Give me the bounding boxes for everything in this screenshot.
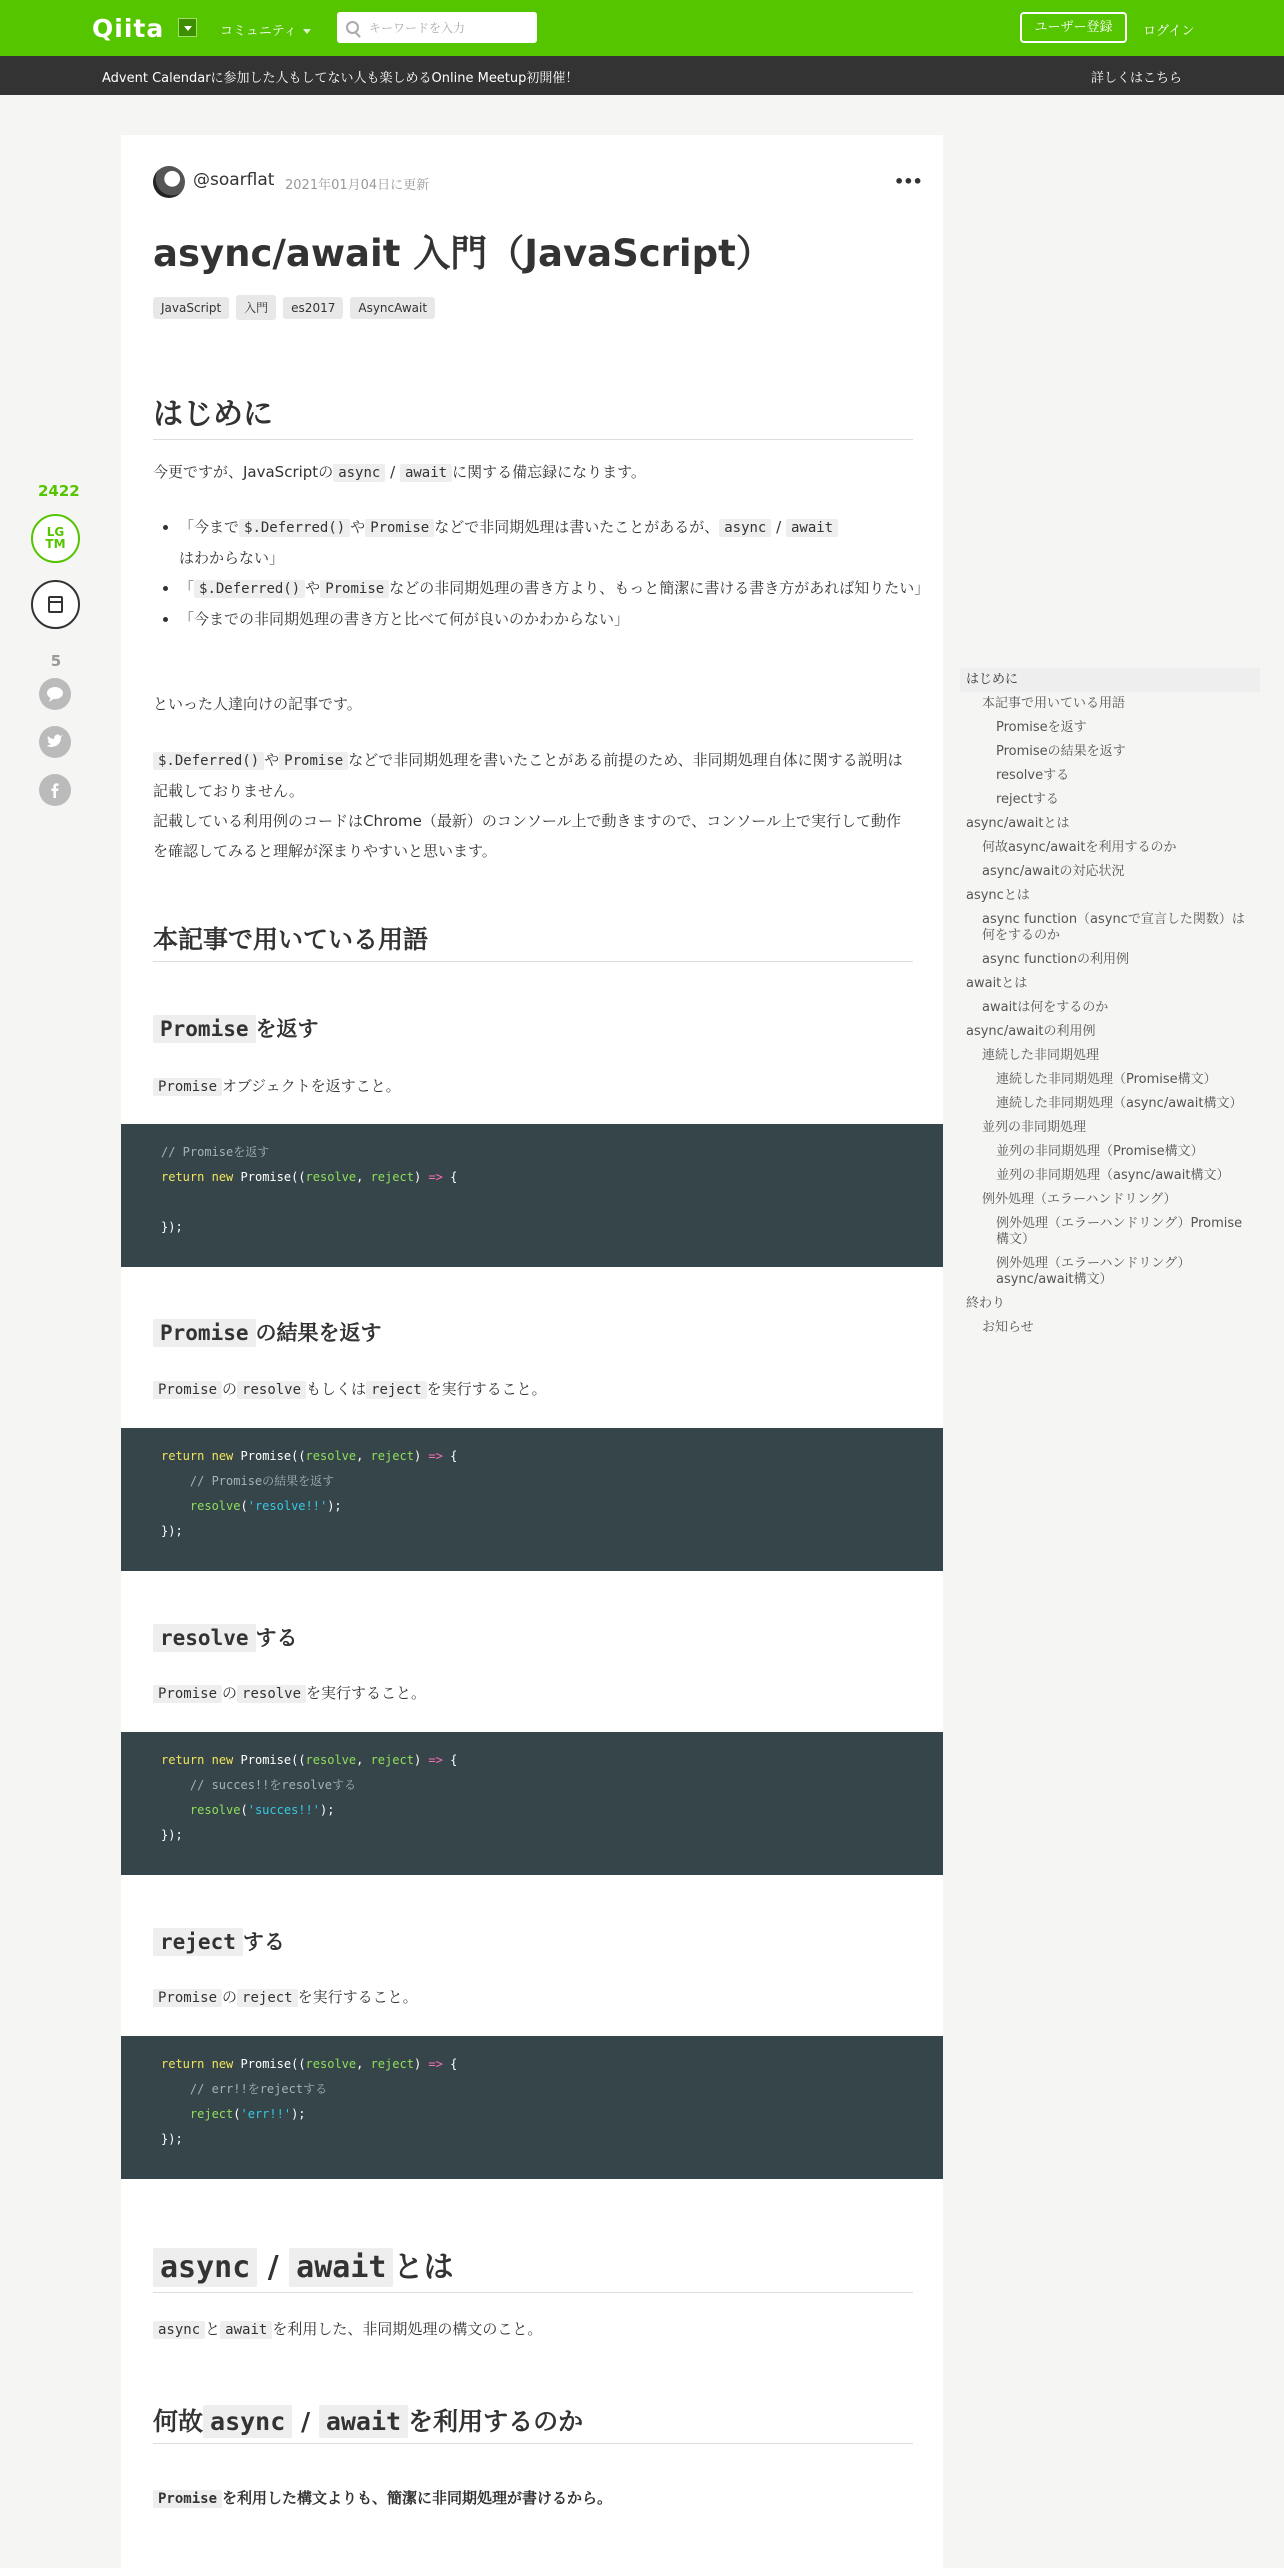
signup-button[interactable]: ユーザー登録 [1020, 12, 1127, 43]
text: / [292, 2407, 319, 2436]
banner-more-link[interactable]: 詳しくはこちら [1091, 71, 1183, 86]
prerequisite-paragraph [153, 745, 913, 866]
heading-reject [153, 1926, 913, 1956]
code-text: { [442, 1753, 458, 1767]
text: に関する備忘録になります。 [452, 463, 646, 481]
inline-code: Promise [153, 2490, 222, 2508]
code-call: resolve [189, 1499, 241, 1513]
inline-code: resolve [237, 1685, 306, 1703]
tag[interactable]: 入門 [236, 295, 276, 320]
inline-code: $.Deferred() [153, 752, 264, 770]
toc-item[interactable]: async/awaitとは [966, 816, 1070, 831]
stock-button[interactable] [31, 580, 80, 629]
toc-item[interactable]: awaitは何をするのか [982, 1000, 1109, 1015]
code-keyword: return [161, 1170, 205, 1184]
code-text: , [356, 2057, 371, 2071]
inline-code: Promise [153, 1015, 256, 1043]
code-text: , [356, 1753, 371, 1767]
text: を実行すること。 [306, 1684, 427, 1702]
inline-code: await [400, 464, 452, 482]
code-string: 'err!!' [240, 2107, 292, 2121]
toc-item[interactable]: 例外処理（エラーハンドリング）async/await構文） [996, 1256, 1191, 1287]
code-comment: // succes!!をresolveする [189, 1778, 356, 1792]
inline-code: reject [366, 1381, 427, 1399]
toc-item[interactable]: resolveする [996, 768, 1070, 783]
resolve-paragraph [153, 1678, 913, 1709]
toc-item[interactable]: はじめに [960, 668, 1260, 692]
text: や [305, 579, 321, 597]
inline-code: Promise [153, 1381, 222, 1399]
code-operator: => [428, 1753, 443, 1767]
code-arg: resolve [305, 2057, 357, 2071]
code-operator: => [428, 1170, 443, 1184]
text: を実行すること。 [297, 1988, 418, 2006]
text: オブジェクトを返すこと。 [222, 1077, 401, 1095]
code-keyword: return [161, 1449, 205, 1463]
heading-terms: 本記事で用いている用語 [153, 920, 913, 962]
search-box[interactable] [337, 12, 537, 43]
inline-code: $.Deferred() [194, 580, 305, 598]
toc-item[interactable]: 連続した非同期処理（async/await構文） [996, 1096, 1243, 1111]
code-keyword: new [211, 2057, 234, 2071]
code-keyword: new [211, 1753, 234, 1767]
toc-item[interactable]: awaitとは [966, 976, 1028, 991]
inline-code: async [719, 519, 771, 537]
target-paragraph: といった人達向けの記事です。 [153, 695, 362, 713]
text: の [222, 1380, 238, 1398]
search-input[interactable] [367, 18, 531, 38]
code-text: }); [161, 1828, 183, 1842]
code-text: { [442, 1170, 458, 1184]
table-of-contents [960, 668, 1260, 1340]
code-keyword: new [211, 1449, 234, 1463]
code-keyword: return [161, 1753, 205, 1767]
inline-code: async [153, 2321, 205, 2339]
inline-code: $.Deferred() [239, 519, 350, 537]
inline-code: Promise [365, 519, 434, 537]
toc-item[interactable]: 連続した非同期処理（Promise構文） [996, 1072, 1217, 1087]
tag[interactable]: AsyncAwait [350, 297, 435, 319]
toc-item[interactable]: async function（asyncで宣言した関数）は何をするのか [982, 912, 1245, 943]
why-paragraph [153, 2483, 913, 2514]
inline-code: Promise [320, 580, 389, 598]
inline-code: resolve [237, 1381, 306, 1399]
search-icon [346, 21, 359, 34]
heading-why [153, 2402, 913, 2444]
heading-promise-result [153, 1317, 913, 1347]
toc-item[interactable]: asyncとは [966, 888, 1030, 903]
text: の [222, 1988, 238, 2006]
code-text: ); [291, 2107, 306, 2121]
code-comment: // Promiseの結果を返す [189, 1474, 335, 1488]
inline-code: Promise [153, 1078, 222, 1096]
avatar[interactable] [153, 166, 185, 198]
code-arg: reject [370, 2057, 414, 2071]
inline-code: await [319, 2405, 408, 2438]
text: はわからない」 [179, 549, 285, 567]
inline-code: reject [153, 1928, 243, 1956]
code-keyword: return [161, 2057, 205, 2071]
tag[interactable]: es2017 [283, 297, 343, 319]
code-text: ); [319, 1803, 335, 1817]
reject-paragraph [153, 1982, 913, 2013]
text: などで非同期処理は書いたことがあるが、 [434, 518, 720, 536]
text: する [242, 1930, 285, 1954]
list-item: • 「今までの非同期処理の書き方と比べて何が良いのかわからない」 [179, 604, 939, 634]
inline-code: async [153, 2248, 257, 2287]
intro-paragraph [153, 457, 913, 488]
code-block [121, 1124, 943, 1267]
comment-count: 5 [50, 652, 62, 670]
heading-async-await [153, 2242, 913, 2293]
inline-code: Promise [153, 1685, 222, 1703]
code-text: Promise(( [240, 1753, 306, 1767]
code-text: Promise(( [240, 1170, 306, 1184]
code-text: { [442, 2057, 458, 2071]
article-title: async/await 入門（JavaScript） [153, 232, 773, 275]
toc-item[interactable]: 並列の非同期処理（Promise構文） [996, 1144, 1204, 1159]
code-text: }); [161, 1524, 183, 1538]
intro-list [153, 512, 939, 634]
text: を実行すること。 [426, 1380, 547, 1398]
inline-code: Promise [153, 1989, 222, 2007]
login-link[interactable]: ログイン [1143, 24, 1195, 39]
code-call: reject [189, 2107, 234, 2121]
inline-code: reject [237, 1989, 298, 2007]
text: 「今まで [179, 518, 240, 536]
toc-item[interactable]: 本記事で用いている用語 [982, 696, 1126, 711]
code-keyword: new [211, 1170, 234, 1184]
text: 「 [179, 579, 195, 597]
code-operator: => [428, 2057, 443, 2071]
code-text: { [442, 1449, 458, 1463]
inline-code: async [203, 2405, 292, 2438]
caret-down-icon [303, 29, 311, 34]
toc-item[interactable]: rejectする [996, 792, 1059, 807]
text: の結果を返す [255, 1321, 382, 1345]
heading-resolve [153, 1622, 913, 1652]
code-arg: reject [370, 1449, 414, 1463]
code-arg: reject [370, 1753, 414, 1767]
heading-intro: はじめに [153, 389, 913, 440]
inline-code: await [786, 519, 838, 537]
text: 何故 [153, 2407, 204, 2436]
result-paragraph [153, 1374, 913, 1405]
tag[interactable]: JavaScript [153, 297, 229, 319]
lgtm-button[interactable] [31, 514, 80, 563]
text: を返す [255, 1017, 319, 1041]
toc-item[interactable]: Promiseの結果を返す [996, 744, 1126, 759]
text: や [350, 518, 366, 536]
toc-item[interactable]: 並列の非同期処理（async/await構文） [996, 1168, 1230, 1183]
inline-code: await [289, 2248, 393, 2287]
code-block: return new Promise((resolve, reject) => { // succes!!をresolveする resolve('succes!!'); }); [121, 1732, 943, 1875]
inline-code: Promise [153, 1319, 256, 1347]
code-arg: resolve [305, 1449, 357, 1463]
code-text: ); [327, 1499, 342, 1513]
code-comment: // err!!をrejectする [189, 2082, 328, 2096]
toc-item[interactable]: 連続した非同期処理 [982, 1048, 1100, 1063]
global-header [0, 0, 1284, 56]
announcement-banner [0, 56, 1284, 95]
article-card [121, 135, 943, 2568]
code-string: 'resolve!!' [247, 1499, 328, 1513]
text: を利用した構文よりも、簡潔に非同期処理が書けるから。 [222, 2489, 613, 2507]
list-item [179, 512, 939, 573]
code-block: return new Promise((resolve, reject) => { // err!!をrejectする reject('err!!'); }); [121, 2036, 943, 2179]
text: と [205, 2320, 221, 2338]
code-arg: reject [370, 1170, 414, 1184]
updated-date: 2021年01月04日に更新 [285, 178, 430, 193]
text: 記載している利用例のコードはChrome（最新）のコンソール上で動きますので、コンソール上で実行して動作を確認してみると理解が深まりやすいと思います。 [153, 812, 901, 860]
text: の [222, 1684, 238, 1702]
text: / [257, 2250, 290, 2285]
code-text: , [356, 1170, 371, 1184]
text: を利用するのか [408, 2407, 584, 2436]
toc-item[interactable]: Promiseを返す [996, 720, 1087, 735]
toc-item[interactable]: お知らせ [982, 1320, 1034, 1335]
text: などで非同期処理を書いたことがある前提のため、非同期処理自体に関する説明は記載しておりません。 [153, 751, 903, 800]
toc-item[interactable]: async/awaitの利用例 [966, 1024, 1096, 1039]
text: や [264, 751, 280, 769]
toc-item[interactable]: 何故async/awaitを利用するのか [982, 840, 1177, 855]
toc-item[interactable]: 終わり [966, 1296, 1006, 1311]
code-string: 'succes!!' [247, 1803, 320, 1817]
code-comment: // Promiseを返す [161, 1145, 270, 1159]
async-await-paragraph [153, 2314, 913, 2345]
code-operator: => [428, 1449, 443, 1463]
text: / [771, 518, 786, 536]
community-menu[interactable] [220, 20, 311, 39]
toc-item[interactable]: 並列の非同期処理 [982, 1120, 1087, 1135]
logo-dropdown-icon[interactable] [178, 18, 197, 37]
comment-icon[interactable] [39, 678, 71, 710]
code-text: ) [413, 1170, 429, 1184]
inline-code: resolve [153, 1624, 256, 1652]
code-call: resolve [189, 1803, 241, 1817]
code-arg: resolve [305, 1170, 357, 1184]
code-text: Promise(( [240, 1449, 306, 1463]
code-text: Promise(( [240, 2057, 306, 2071]
text: などの非同期処理の書き方より、もっと簡潔に書ける書き方があれば知りたい」 [389, 579, 930, 597]
toc-item[interactable]: 例外処理（エラーハンドリング） [982, 1192, 1177, 1207]
code-text: ) [413, 1449, 429, 1463]
code-text: , [356, 1449, 371, 1463]
code-text: ) [413, 1753, 429, 1767]
text: を利用した、非同期処理の構文のこと。 [272, 2320, 543, 2338]
facebook-icon[interactable] [39, 774, 71, 806]
lgtm-label-bottom: TM [45, 537, 66, 551]
text: / [385, 463, 400, 481]
code-text: }); [161, 1220, 183, 1234]
code-text: }); [161, 2132, 183, 2146]
code-block: return new Promise((resolve, reject) => { // Promiseの結果を返す resolve('resolve!!'); }); [121, 1428, 943, 1571]
heading-return-promise [153, 1013, 913, 1043]
toc-item[interactable]: 例外処理（エラーハンドリング）Promise構文） [996, 1216, 1243, 1247]
code-text: ) [413, 2057, 429, 2071]
lgtm-label-top: LG [46, 525, 65, 539]
stock-icon [48, 596, 63, 613]
text: 今更ですが、JavaScriptの [153, 463, 334, 481]
inline-code: Promise [279, 752, 348, 770]
author-name[interactable]: @soarflat [193, 170, 275, 190]
qiita-logo[interactable]: Qiita [92, 14, 165, 43]
twitter-icon[interactable] [39, 726, 71, 758]
text: とは [393, 2250, 454, 2285]
tag-list [153, 295, 442, 320]
text: もしくは [306, 1380, 367, 1398]
toc-item[interactable]: async functionの利用例 [982, 952, 1130, 967]
code-arg: resolve [305, 1753, 357, 1767]
text: する [255, 1626, 298, 1650]
banner-message: Advent Calendarに参加した人もしてない人も楽しめるOnline Meetup初開催！ [102, 71, 579, 86]
community-label: コミュニティ [220, 24, 297, 39]
more-icon[interactable]: ••• [894, 172, 922, 191]
return-paragraph [153, 1071, 913, 1102]
inline-code: async [333, 464, 385, 482]
toc-item[interactable]: async/awaitの対応状況 [982, 864, 1125, 879]
list-item [179, 573, 939, 604]
lgtm-count: 2422 [38, 482, 80, 500]
inline-code: await [220, 2321, 272, 2339]
